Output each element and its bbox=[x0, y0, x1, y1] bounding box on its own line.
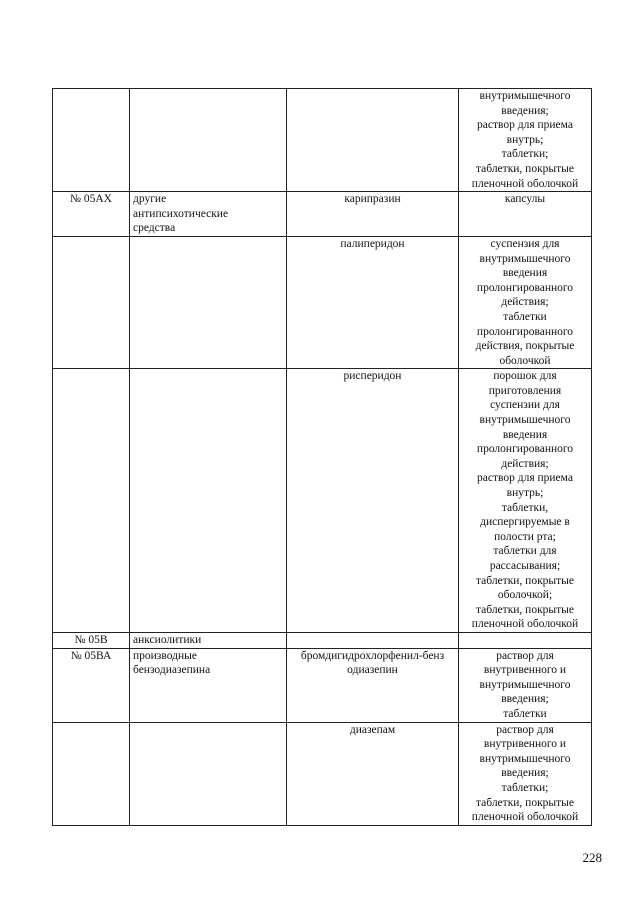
atc-code-cell: № 05ВА bbox=[53, 648, 130, 722]
dosage-form-cell: внутримышечного введения; раствор для приема внутрь; таблетки; таблетки, покрытые пленочной оболочкой bbox=[459, 89, 592, 192]
table-row bbox=[53, 632, 592, 648]
group-name-cell: другие антипсихотические средства bbox=[130, 192, 287, 237]
atc-code-cell bbox=[53, 236, 130, 368]
drug-name-cell: диазепам bbox=[287, 722, 459, 825]
dosage-form-cell: раствор для внутривенного и внутримышечного введения; таблетки bbox=[459, 648, 592, 722]
group-name-cell: производные бензодиазепина bbox=[130, 648, 287, 722]
group-name-cell bbox=[130, 236, 287, 368]
atc-code-cell: № 05АХ bbox=[53, 192, 130, 237]
atc-code-cell bbox=[53, 722, 130, 825]
drug-name-cell: рисперидон bbox=[287, 369, 459, 633]
drug-name-cell: палиперидон bbox=[287, 236, 459, 368]
table-row bbox=[53, 192, 592, 237]
table-row bbox=[53, 236, 592, 368]
group-name-cell bbox=[130, 369, 287, 633]
table-row bbox=[53, 722, 592, 825]
group-name-cell bbox=[130, 89, 287, 192]
table-row bbox=[53, 648, 592, 722]
table-row bbox=[53, 89, 592, 192]
drug-table bbox=[52, 88, 592, 826]
table-row bbox=[53, 369, 592, 633]
page-number: 228 bbox=[582, 850, 602, 865]
dosage-form-cell: суспензия для внутримышечного введения пролонгированного действия; таблетки пролонгированного действия, покрытые оболочкой bbox=[459, 236, 592, 368]
atc-code-cell bbox=[53, 89, 130, 192]
drug-name-cell: бромдигидрохлорфенил-бенз одиазепин bbox=[287, 648, 459, 722]
drug-name-cell bbox=[287, 89, 459, 192]
dosage-form-cell: капсулы bbox=[459, 192, 592, 237]
group-name-cell bbox=[130, 722, 287, 825]
dosage-form-cell bbox=[459, 632, 592, 648]
drug-name-cell: карипразин bbox=[287, 192, 459, 237]
drug-name-cell bbox=[287, 632, 459, 648]
atc-code-cell bbox=[53, 369, 130, 633]
dosage-form-cell: раствор для внутривенного и внутримышечного введения; таблетки; таблетки, покрытые пленочной оболочкой bbox=[459, 722, 592, 825]
group-name-cell: анксиолитики bbox=[130, 632, 287, 648]
atc-code-cell: № 05В bbox=[53, 632, 130, 648]
dosage-form-cell: порошок для приготовления суспензии для внутримышечного введения пролонгированного действия; раствор для приема внутрь; таблетки, диспергируемые в полости рта; таблетки для рассасывания; таблетки, покрытые оболочкой; таблетки, покрытые пленочной оболочкой bbox=[459, 369, 592, 633]
